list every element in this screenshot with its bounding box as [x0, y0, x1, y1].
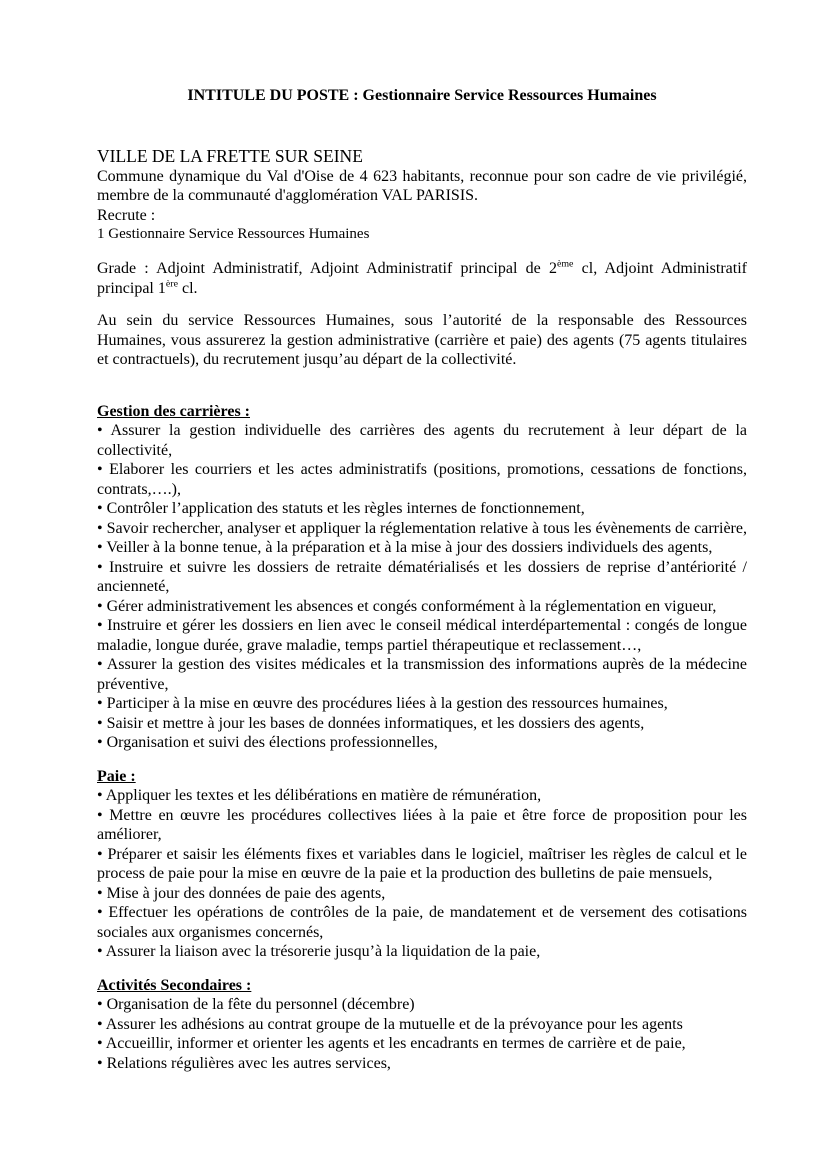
grade-superscript-2: ère	[165, 278, 178, 290]
commune-description: Commune dynamique du Val d'Oise de 4 623 habitants, reconnue pour son cadre de vie privilégié, membre de la communauté d'agglomération VAL PARISIS.	[97, 167, 747, 204]
bullet-item: • Instruire et gérer les dossiers en lien avec le conseil médical interdépartemental : congés de longue maladie, longue durée, grave maladie, temps partiel thérapeutique et reclassement…,	[97, 617, 747, 654]
section-heading: Activités Secondaires :	[97, 976, 252, 994]
bullet-item: • Mettre en œuvre les procédures collectives liées à la paie et être force de proposition pour les améliorer,	[97, 806, 747, 843]
bullet-item: • Elaborer les courriers et les actes administratifs (positions, promotions, cessations de fonctions, contrats,….),	[97, 461, 747, 498]
section-activites-secondaires	[97, 976, 747, 1074]
section-heading: Gestion des carrières :	[97, 402, 250, 420]
bullet-item: • Assurer la gestion individuelle des carrières des agents du recrutement à leur départ de la collectivité,	[97, 422, 747, 459]
bullet-item: • Organisation et suivi des élections professionnelles,	[97, 734, 438, 751]
bullet-item: • Assurer la gestion des visites médicales et la transmission des informations auprès de la médecine préventive,	[97, 656, 747, 693]
bullet-item: • Participer à la mise en œuvre des procédures liées à la gestion des ressources humaines,	[97, 695, 668, 712]
bullet-item: • Préparer et saisir les éléments fixes et variables dans le logiciel, maîtriser les règles de calcul et le process de paie pour la mise en œuvre de la paie et la production des bulletins de paie mensuels,	[97, 845, 747, 882]
bullet-item: • Saisir et mettre à jour les bases de données informatiques, et les dossiers des agents,	[97, 714, 645, 732]
bullet-item: • Veiller à la bonne tenue, à la préparation et à la mise à jour des dossiers individuels des agents,	[97, 539, 713, 556]
position-title: 1 Gestionnaire Service Ressources Humaines	[97, 226, 370, 242]
bullet-item: • Instruire et suivre les dossiers de retraite dématérialisés et les dossiers de reprise d’antériorité / ancienneté,	[97, 558, 747, 595]
section-gestion-des-carrieres	[97, 402, 747, 753]
document-title: INTITULE DU POSTE : Gestionnaire Service Ressources Humaines	[187, 87, 657, 104]
section-heading: Paie :	[97, 767, 136, 785]
grade-superscript-1: ème	[556, 258, 574, 270]
bullet-item: • Organisation de la fête du personnel (décembre)	[97, 996, 415, 1013]
context-paragraph: Au sein du service Ressources Humaines, sous l’autorité de la responsable des Ressources Humaines, vous assurerez la gestion administrative (carrière et paie) des agents (75 agents titulaires et contractuels), du recrutement jusqu’au départ de la collectivité.	[97, 312, 747, 368]
bullet-item: • Gérer administrativement les absences et congés conformément à la réglementation en vigueur,	[97, 597, 717, 615]
recruits-label: Recrute :	[97, 206, 156, 224]
grade-text-3: cl.	[177, 279, 198, 297]
bullet-item: • Savoir rechercher, analyser et appliquer la réglementation relative à tous les évènements de carrière,	[97, 519, 747, 537]
city-heading: VILLE DE LA FRETTE SUR SEINE	[97, 145, 363, 166]
grade-text-1: Grade : Adjoint Administratif, Adjoint Administratif principal de 2	[97, 260, 557, 277]
bullet-item: • Assurer les adhésions au contrat groupe de la mutuelle et de la prévoyance pour les agents	[97, 1015, 683, 1033]
grade-paragraph	[97, 259, 747, 298]
bullet-item: • Relations régulières avec les autres services,	[97, 1054, 391, 1072]
bullet-item: • Appliquer les textes et les délibérations en matière de rémunération,	[97, 787, 542, 804]
grade-text-2: cl, Adjoint Administratif principal 1	[97, 260, 748, 297]
bullet-item: • Contrôler l’application des statuts et les règles internes de fonctionnement,	[97, 500, 585, 517]
bullet-item: • Assurer la liaison avec la trésorerie jusqu’à la liquidation de la paie,	[97, 943, 541, 960]
section-paie	[97, 767, 747, 962]
bullet-item: • Effectuer les opérations de contrôles de la paie, de mandatement et de versement des cotisations sociales aux organismes concernés,	[97, 904, 747, 941]
bullet-item: • Mise à jour des données de paie des agents,	[97, 884, 386, 902]
bullet-item: • Accueillir, informer et orienter les agents et les encadrants en termes de carrière et de paie,	[97, 1035, 686, 1052]
